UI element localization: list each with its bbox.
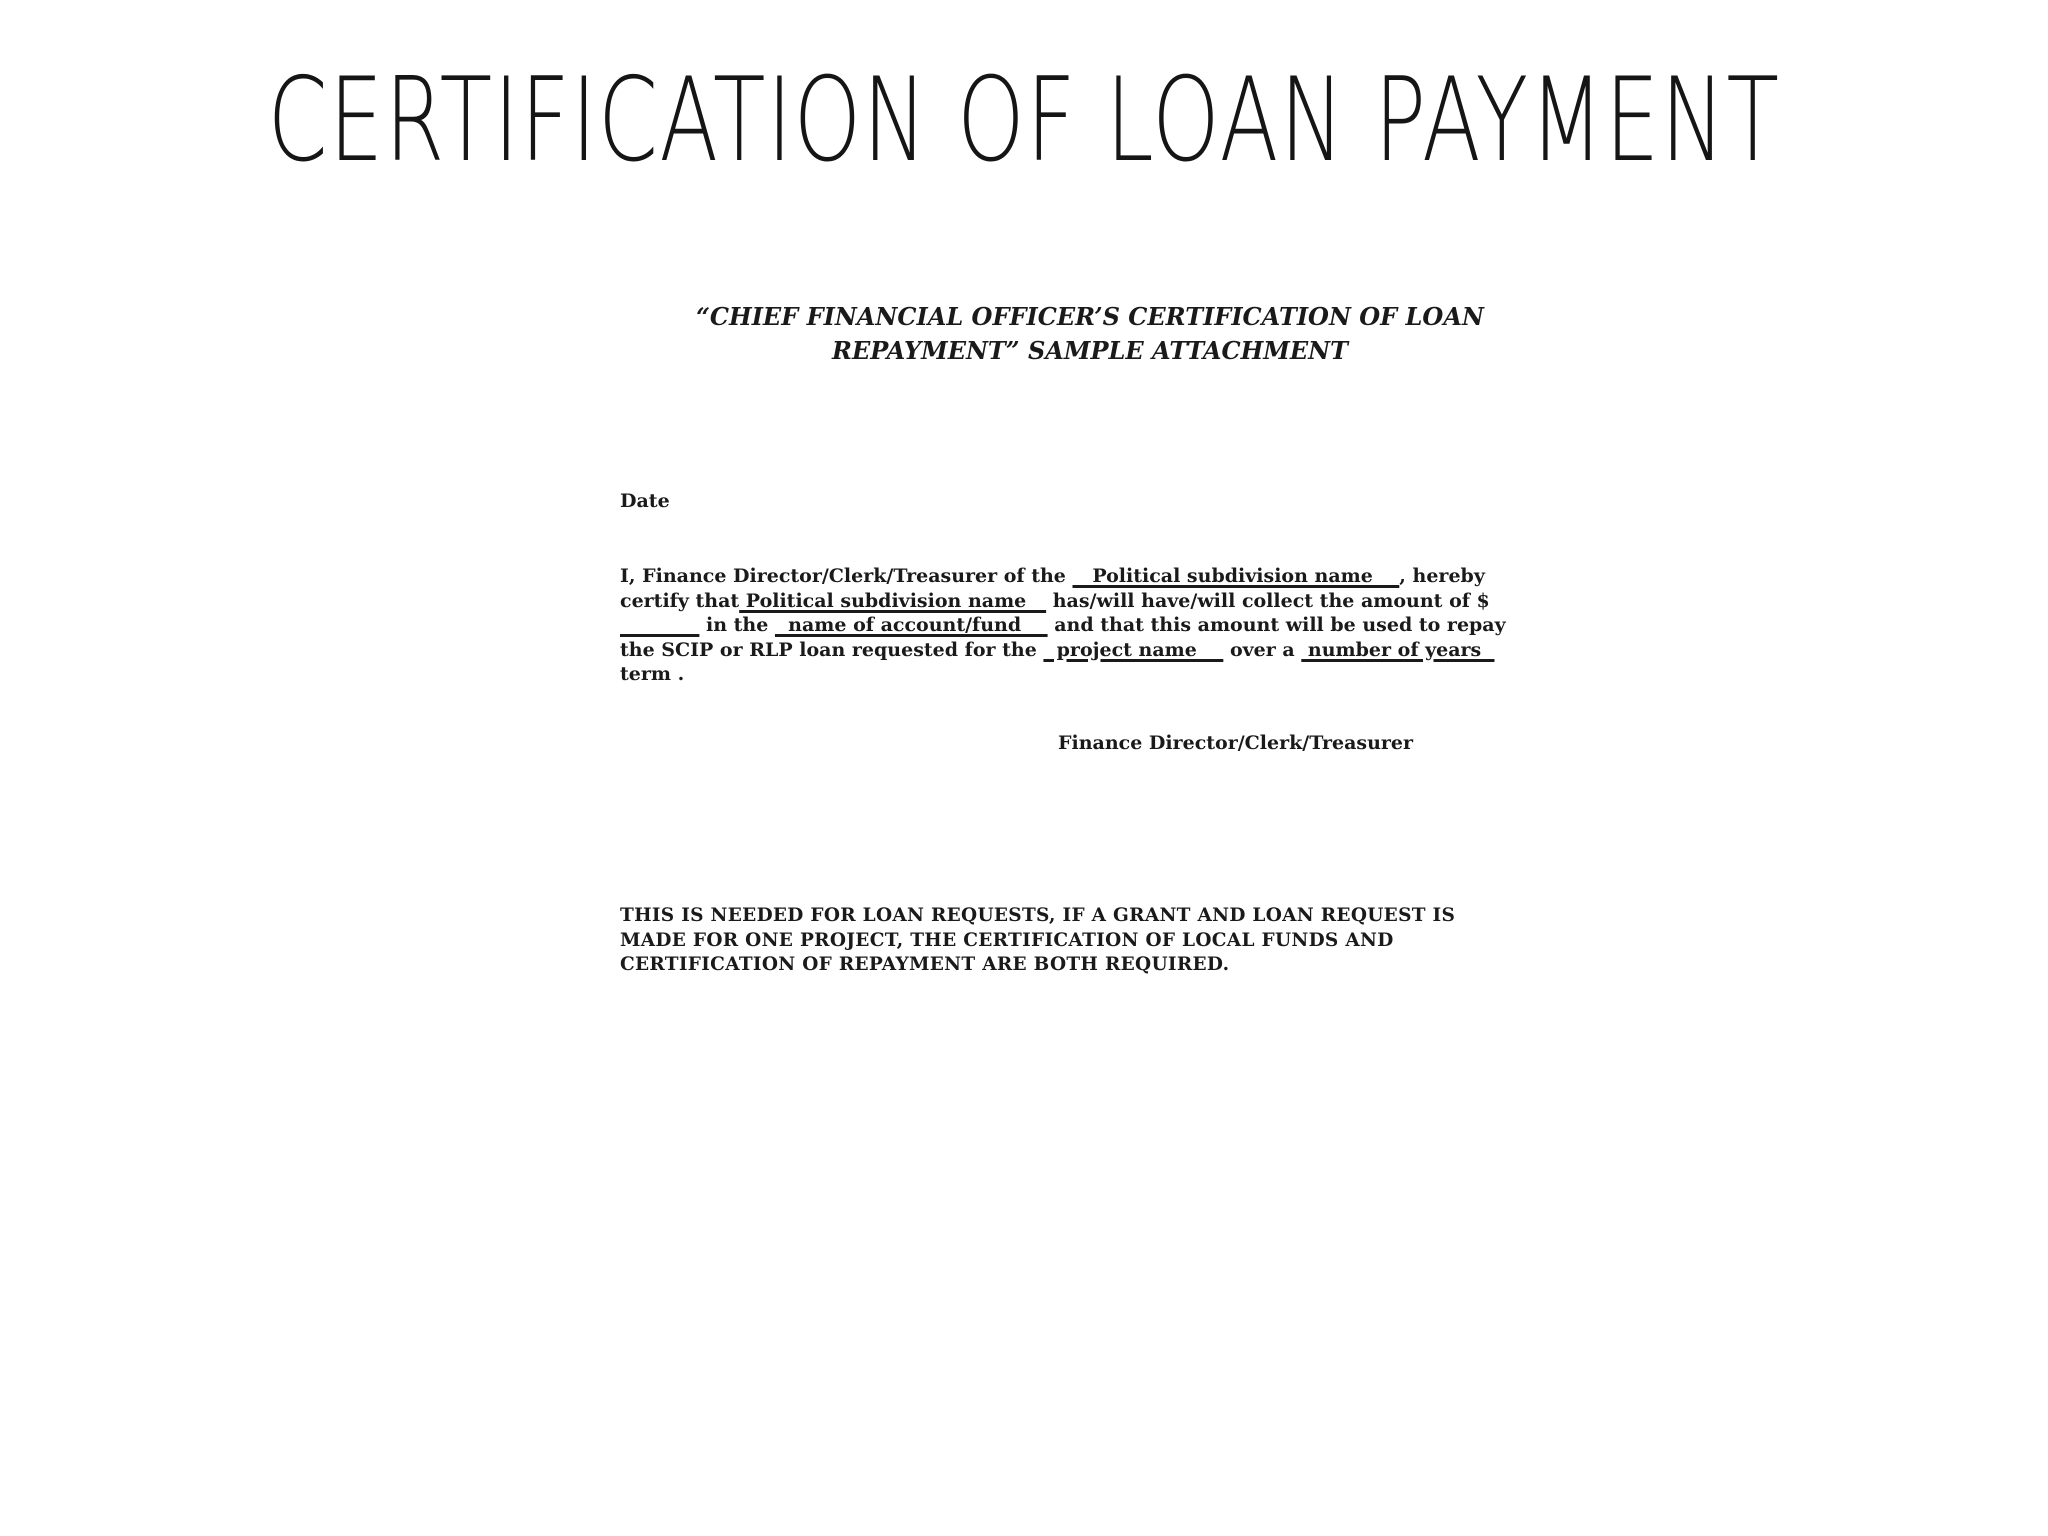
paragraph-text-3: has/will have/will collect the amount of $ — [1046, 589, 1490, 612]
signature-label: Finance Director/Clerk/Treasurer — [1058, 732, 1414, 754]
document-heading-line-2: REPAYMENT” SAMPLE ATTACHMENT — [832, 336, 1348, 365]
document-heading — [620, 300, 1520, 368]
paragraph-text-1: I, Finance Director/Clerk/Treasurer of the — [620, 565, 1073, 587]
slide-title: CERTIFICATION OF LOAN PAYMENT — [267, 53, 1781, 188]
certification-paragraph — [620, 564, 1510, 687]
blank-amount — [620, 614, 699, 636]
requirement-notice: THIS IS NEEDED FOR LOAN REQUESTS, IF A GRANT AND LOAN REQUEST IS MADE FOR ONE PROJECT, THE CERTIFICATION OF LOCAL FUNDS AND CERTIFICATION OF REPAYMENT ARE BOTH REQUIRED. — [620, 905, 1456, 975]
sample-attachment-document — [620, 300, 1520, 975]
blank-account-fund: name of account/fund — [774, 614, 1048, 636]
blank-number-of-years: number of years — [1301, 638, 1495, 661]
blank-political-subdivision-name-2: Political subdivision name — [739, 589, 1047, 612]
paragraph-text-6: over a — [1223, 638, 1302, 661]
paragraph-text-7: term . — [620, 663, 685, 685]
document-heading-line-1: “CHIEF FINANCIAL OFFICER’S CERTIFICATION OF LOAN — [696, 302, 1484, 331]
paragraph-text-4: in the — [699, 614, 775, 636]
date-label: Date — [620, 490, 670, 512]
paragraph-text-5: and that this amount will be used to repay the SCIP or RLP loan requested for the — [620, 614, 1506, 661]
paragraph-text-2: , hereby certify that — [620, 565, 1485, 612]
blank-political-subdivision-name: Political subdivision name — [1072, 565, 1400, 587]
blank-project-name: project name — [1043, 638, 1224, 661]
